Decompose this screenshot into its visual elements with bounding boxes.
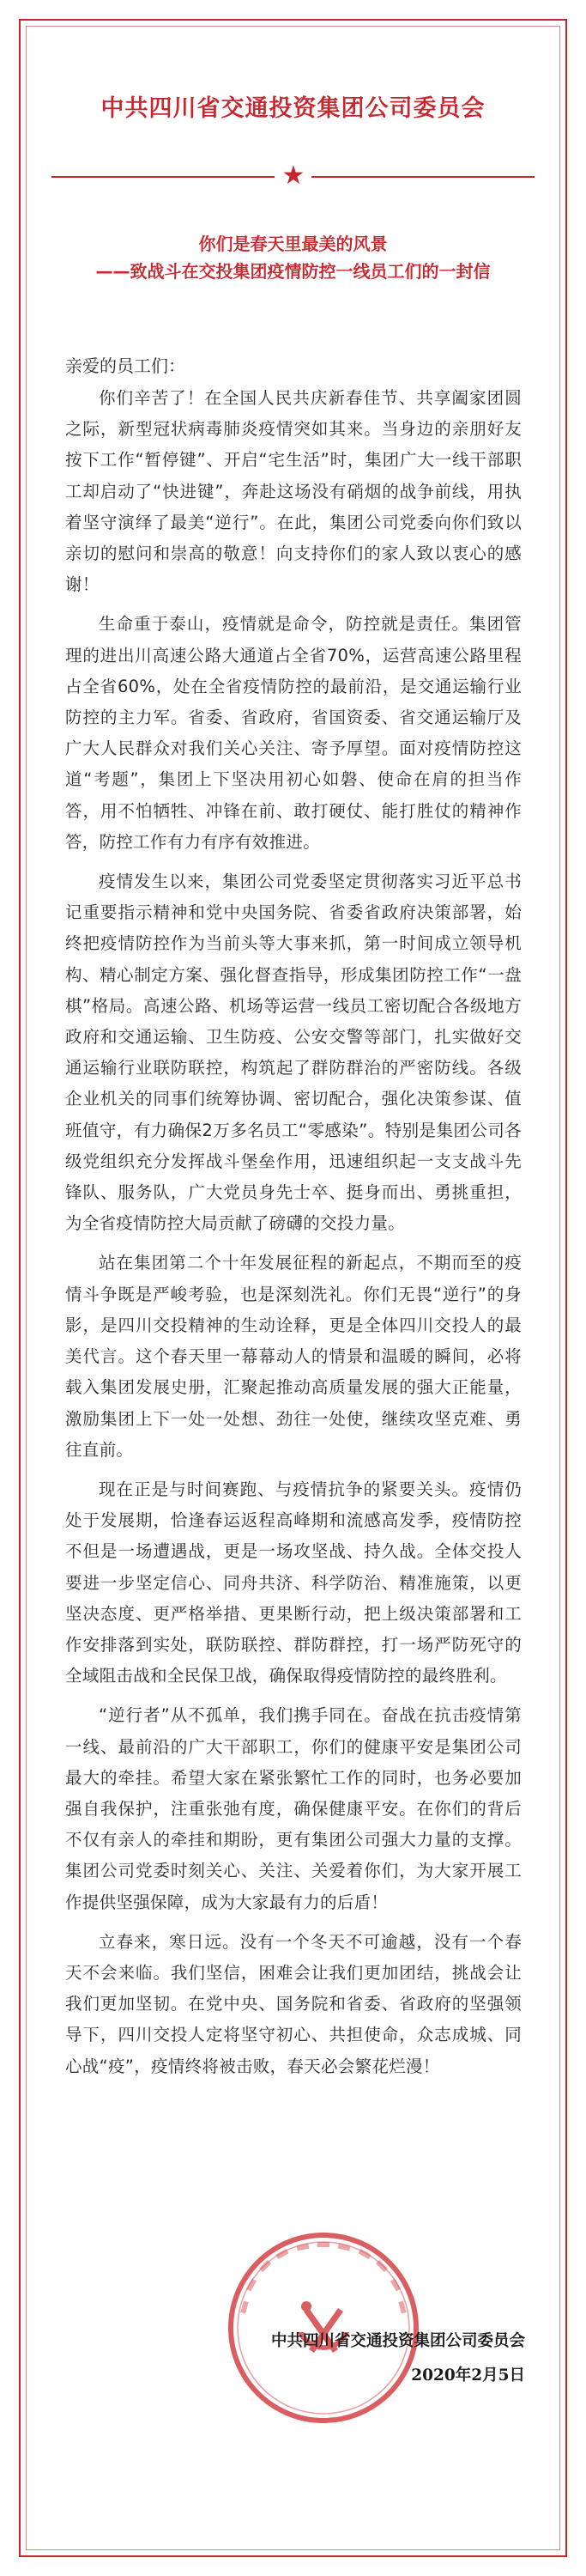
divider-right bbox=[311, 176, 535, 178]
star-icon: ★ bbox=[281, 161, 305, 191]
letter-subtitle: ——致战斗在交投集团疫情防控一线员工们的一封信 bbox=[95, 261, 491, 282]
letter-body bbox=[65, 350, 522, 2091]
divider-left bbox=[51, 176, 275, 178]
paragraph: 生命重于泰山，疫情就是命令，防控就是责任。集团管理的进出川高速公路大通道占全省70%，运营高速公路里程占全省60%，处在全省疫情防控的最前沿，是交通运输行业防控的主力军。省委、省政府，省国资委、省交通运输厅及广大人民群众对我们关心关注、寄予厚望。面对疫情防控这道“考题”，集团上下坚决用初心如磐、使命在肩的担当作答，用不怕牺牲、冲锋在前、敢打硬仗、能打胜仗的精神作答，防控工作有力有序有效推进。 bbox=[65, 614, 522, 852]
header-title: 中共四川省交通投资集团公司委员会 bbox=[100, 95, 486, 122]
paragraph: 现在正是与时间赛跑、与疫情抗争的紧要关头。疫情仍处于发展期，恰逢春运返程高峰期和流感高发季，疫情防控不但是一场遭遇战，更是一场攻坚战、持久战。全体交投人要进一步坚定信心、同舟共济、科学防治、精准施策，以更坚决态度、更严格举措、更果断行动，把上级决策部署和工作安排落到实处，联防联控、群防群控，打一场严防死守的全域阻击战和全民保卫战，确保取得疫情防控的最终胜利。 bbox=[65, 1479, 522, 1686]
signature-date: 2020年2月5日 bbox=[411, 2366, 525, 2385]
letter-title: 你们是春天里最美的风景 bbox=[198, 234, 388, 254]
paragraph: 疫情发生以来，集团公司党委坚定贯彻落实习近平总书记重要指示精神和党中央国务院、省委省政府决策部署，始终把疫情防控作为当前头等大事来抓，第一时间成立领导机构、精心制定方案、强化督查指导，形成集团防控工作“一盘棋”格局。高速公路、机场等运营一线员工密切配合各级地方政府和交通运输、卫生防疫、公安交警等部门，扎实做好交通运输行业联防联控，构筑起了群防群治的严密防线。各级企业机关的同事们统筹协调、密切配合，强化决策参谋、值班值守，有力确保2万多名员工“零感染”。特别是集团公司各级党组织充分发挥战斗堡垒作用，迅速组织起一支支战斗先锋队、服务队，广大党员身先士卒、挺身而出、勇挑重担，为全省疫情防控大局贡献了磅礴的交投力量。 bbox=[65, 872, 522, 1234]
paragraph: 站在集团第二个十年发展征程的新起点，不期而至的疫情斗争既是严峻考验，也是深刻洗礼。你们无畏“逆行”的身影，是四川交投精神的生动诠释，更是全体四川交投人的最美代言。这个春天里一幕幕动人的情景和温暖的瞬间，必将载入集团发展史册，汇聚起推动高质量发展的强大正能量，激励集团上下一处一处想、劲往一处使，继续攻坚克难、勇往直前。 bbox=[65, 1253, 522, 1460]
signature-organization: 中共四川省交通投资集团公司委员会 bbox=[270, 2332, 525, 2350]
paragraph: 立春来，寒日远。没有一个冬天不可逾越，没有一个春天不会来临。我们坚信，困难会让我们更加团结，挑战会让我们更加坚韧。在党中央、国务院和省委、省政府的坚强领导下，四川交投人定将坚守初心、共担使命，众志成城、同心战“疫”，疫情终将被击败，春天必会繁花烂漫！ bbox=[65, 1931, 522, 2076]
salutation: 亲爱的员工们： bbox=[65, 355, 185, 376]
official-seal-icon bbox=[225, 2229, 422, 2427]
paragraph: “逆行者”从不孤单，我们携手同在。奋战在抗击疫情第一线、最前沿的广大干部职工，你们的健康平安是集团公司最大的牵挂。希望大家在紧张繁忙工作的同时，也务必要加强自我保护，注重张弛有度，确保健康平安。在你们的背后不仅有亲人的牵挂和期盼，更有集团公司强大力量的支撑。集团公司党委时刻关心、关注、关爱着你们，为大家开展工作提供坚强保障，成为大家最有力的后盾！ bbox=[65, 1705, 522, 1912]
paragraph: 你们辛苦了！在全国人民共庆新春佳节、共享阖家团圆之际，新型冠状病毒肺炎疫情突如其来。当身边的亲朋好友按下工作“暂停键”、开启“宅生活”时，集团广大一线干部职工却启动了“快进键”，奔赴这场没有硝烟的战争前线，用执着坚守演绎了最美“逆行”。在此，集团公司党委向你们致以亲切的慰问和崇高的敬意！向支持你们的家人致以衷心的感谢！ bbox=[65, 388, 522, 595]
